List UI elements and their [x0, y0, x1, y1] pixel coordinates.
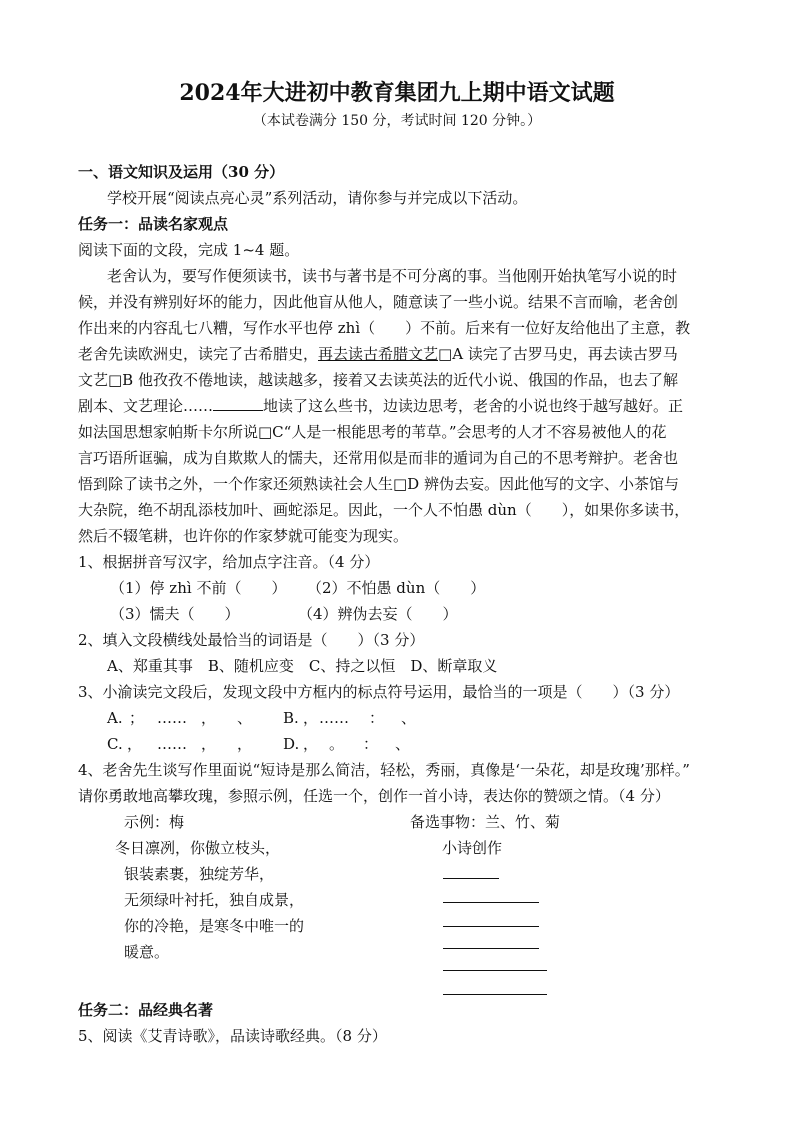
q4-choices-label: 备选事物：兰、竹、菊	[410, 813, 561, 831]
fill-in-blank[interactable]	[213, 396, 263, 411]
passage-line-1: 老舍认为，要写作便须读书，读书与著书是不可分离的事。当他刚开始执笔写小说的时	[107, 267, 678, 285]
q5-stem: 5、阅读《艾青诗歌》，品读诗歌经典。（8 分）	[78, 1027, 387, 1045]
q4-stem-line-2: 请你勇敢地高攀玫瑰，参照示例，任选一个，创作一首小诗，表达你的赞颂之情。（4 分）	[78, 787, 670, 805]
passage-line-2: 候，并没有辨别好坏的能力，因此他盲从他人，随意读了一些小说。结果不言而喻，老舍创	[78, 293, 679, 311]
poem-answer-line-4[interactable]	[443, 948, 539, 949]
exam-page: 2024年大进初中教育集团九上期中语文试题 （本试卷满分 150 分，考试时间 120 分钟。） 一、语文知识及运用（30 分） 学校开展“阅读点亮心灵”系列活动，请你参与并完成以下活动。 任务一：品读名家观点 阅读下面的文段，完成 1~4 题。 老舍认为，要写作便须读书，读书与著书是不可分离的事。当他刚开始执笔写小说的时 候，并没有辨别好坏的能力，因此他盲从他人，随意读了一些小说。结果不言而喻，老舍创 作出来的内容乱七八糟，写作水平也停 zhì（ ）不前。后来有一位好友给他出了主意，教 老舍先读欧洲史，读完了古希腊史，再去读古希腊文艺□A 读完了古罗马史，再去读古罗马 文艺□B 他孜孜不倦地读，越读越多，接着又去读英法的近代小说、俄国的作品，也去了解 剧本、文艺理论…… 地读了这么些书，边读边思考，老舍的小说也终于越写越好。正 如法国思想家帕斯卡尔所说□C“人是一根能思考的苇草。”会思考的人才不容易被他人的花 言巧语所诓骗，成为自欺欺人的懦夫，还常用似是而非的遁词为自己的不思考辩护。老舍也 悟到除了读书之外，一个作家还须熟读社会人生□D 辨伪去妄。因此他写的文字、小茶馆与 大杂院，绝不胡乱添枝加叶、画蛇添足。因此，一个人不怕愚 dùn（ ），如果你多读书， 然后不辍笔耕，也许你的作家梦就可能变为现实。 1、根据拼音写汉字，给加点字注音。（4 分） （1）停 zhì 不前（ ） （2）不怕愚 dùn（ ） （3）懦夫（ ） （4）辨伪去妄（ ） 2、填入文段横线处最恰当的词语是（ ）（3 分） A、郑重其事 B、随机应变 C、持之以恒 D、断章取义 3、小渝读完文段后，发现文段中方框内的标点符号运用，最恰当的一项是（ ）（3 分） A. ； …… ， 、 B. ， …… ： 、 C. ， …… ， ， D. ， 。 ： 、 4、老舍先生谈写作里面说“短诗是那么简洁，轻松，秀丽，真像是‘一朵花，却是玫瑰’那样。” 请你勇敢地高攀玫瑰，参照示例，任选一个，创作一首小诗，表达你的赞颂之情。（4 分） 示例：梅 备选事物：兰、竹、菊 冬日凛冽，你傲立枝头， 银装素裹，独绽芳华， 无须绿叶衬托，独自成景， 你的冷艳，是寒冬中唯一的 暖意。 小诗创作 任务二：品经典名著 5、阅读《艾青诗歌》，品读诗歌经典。（8 分）	[0, 0, 794, 1123]
task1-heading: 任务一：品读名家观点	[78, 215, 229, 233]
passage-line-10: 大杂院，绝不胡乱添枝加叶、画蛇添足。因此，一个人不怕愚 dùn（ ），如果你多读书，	[78, 501, 690, 519]
poem-line-3: 无须绿叶衬托，独自成景，	[124, 891, 305, 909]
poem-line-5: 暖意。	[124, 943, 170, 961]
passage-line-6-start: 剧本、文艺理论……	[78, 397, 214, 415]
section1-intro: 学校开展“阅读点亮心灵”系列活动，请你参与并完成以下活动。	[107, 189, 528, 207]
section1-heading: 一、语文知识及运用（30 分）	[78, 163, 285, 181]
exam-title: 2024年大进初中教育集团九上期中语文试题	[179, 80, 615, 106]
q1-stem: 1、根据拼音写汉字，给加点字注音。（4 分）	[78, 553, 380, 571]
passage-line-5: 文艺□B 他孜孜不倦地读，越读越多，接着又去读英法的近代小说、俄国的作品，也去了解	[78, 371, 678, 389]
poem-answer-line-3[interactable]	[443, 926, 539, 927]
passage-line-3: 作出来的内容乱七八糟，写作水平也停 zhì（ ）不前。后来有一位好友给他出了主意，教	[78, 319, 691, 337]
passage-line-4-end: □A 读完了古罗马史，再去读古罗马	[438, 345, 678, 363]
passage-line-4	[78, 344, 678, 364]
poem-answer-line-2[interactable]	[443, 902, 539, 903]
poem-answer-line-1[interactable]	[443, 878, 499, 879]
poem-answer-line-5[interactable]	[443, 970, 547, 971]
passage-line-7: 如法国思想家帕斯卡尔所说□C“人是一根能思考的苇草。”会思考的人才不容易被他人的花	[78, 423, 667, 441]
task1-instruction: 阅读下面的文段，完成 1~4 题。	[78, 241, 300, 259]
passage-line-6	[78, 396, 683, 416]
q4-stem-line-1: 4、老舍先生谈写作里面说“短诗是那么简洁，轻松，秀丽，真像是‘一朵花，却是玫瑰’那样。”	[78, 761, 690, 779]
passage-line-6-end: 地读了这么些书，边读边思考，老舍的小说也终于越写越好。正	[263, 397, 684, 415]
q2-options: A、郑重其事 B、随机应变 C、持之以恒 D、断章取义	[107, 657, 498, 675]
poem-line-2: 银装素裹，独绽芳华，	[124, 865, 275, 883]
q3-stem: 3、小渝读完文段后，发现文段中方框内的标点符号运用，最恰当的一项是（ ）（3 分）	[78, 683, 680, 701]
exam-subtitle: （本试卷满分 150 分，考试时间 120 分钟。）	[252, 113, 542, 129]
passage-line-11: 然后不辍笔耕，也许你的作家梦就可能变为现实。	[78, 527, 409, 545]
q1-item-3: （3）懦夫（ ）	[110, 605, 240, 623]
q1-item-1: （1）停 zhì 不前（ ）	[110, 579, 287, 597]
passage-line-8: 言巧语所诓骗，成为自欺欺人的懦夫，还常用似是而非的遁词为自己的不思考辩护。老舍也	[78, 449, 679, 467]
q4-example-label: 示例：梅	[124, 813, 185, 831]
poem-line-1: 冬日凛冽，你傲立枝头，	[115, 839, 281, 857]
passage-underlined-phrase: 再去读古希腊文艺	[318, 345, 439, 363]
q2-stem: 2、填入文段横线处最恰当的词语是（ ）（3 分）	[78, 631, 425, 649]
poem-create-label: 小诗创作	[442, 839, 503, 857]
q1-item-4: （4）辨伪去妄（ ）	[298, 605, 458, 623]
q1-item-2: （2）不怕愚 dùn（ ）	[307, 579, 486, 597]
poem-line-4: 你的冷艳，是寒冬中唯一的	[124, 917, 305, 935]
passage-line-4-start: 老舍先读欧洲史，读完了古希腊史，	[78, 345, 319, 363]
task2-heading: 任务二：品经典名著	[78, 1001, 214, 1019]
passage-line-9: 悟到除了读书之外，一个作家还须熟读社会人生□D 辨伪去妄。因此他写的文字、小茶馆与	[78, 475, 679, 493]
poem-answer-line-6[interactable]	[443, 994, 547, 995]
